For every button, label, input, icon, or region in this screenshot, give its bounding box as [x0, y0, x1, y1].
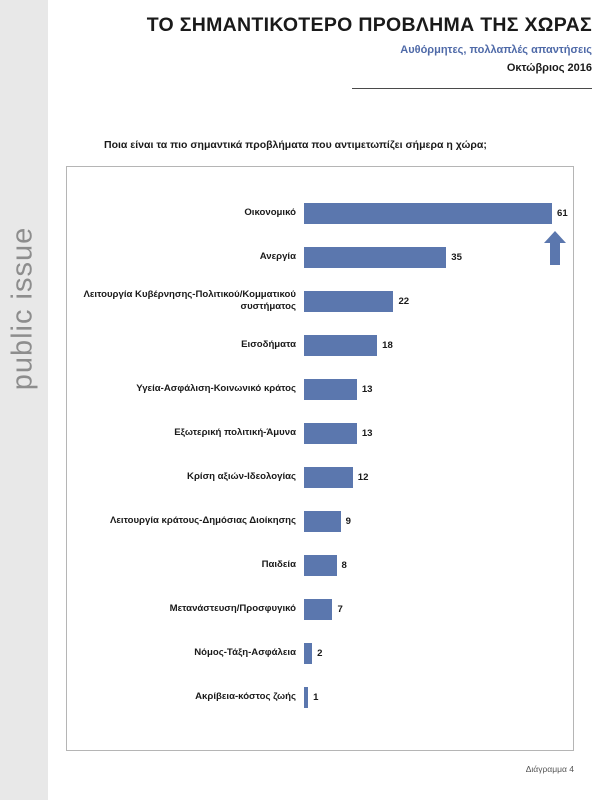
bar-chart-row: [67, 543, 573, 587]
bar-value-label: 9: [345, 515, 351, 527]
bar-chart-row: [67, 587, 573, 631]
bar-category-label: Παιδεία: [261, 558, 296, 570]
bar-value-label: 2: [317, 647, 323, 659]
bar-chart: [66, 166, 574, 751]
bar-track: [304, 455, 573, 499]
bar: [304, 599, 332, 620]
bar-category-label: Οικονομικό: [244, 206, 296, 218]
bar-chart-row: [67, 191, 573, 235]
bar: [304, 511, 341, 532]
bar-chart-row: [67, 631, 573, 675]
bar: [304, 687, 308, 708]
bar-category-label: Κρίση αξιών-Ιδεολογίας: [187, 470, 296, 482]
bar-value-label: 22: [398, 295, 410, 307]
brand-label: public issue: [6, 226, 39, 391]
bar: [304, 203, 552, 224]
slide-header: [48, 0, 600, 100]
bar-track: [304, 323, 573, 367]
bar-value-label: 61: [557, 207, 568, 219]
bar-track: [304, 191, 573, 235]
bar-category-label: Εξωτερική πολιτική-Άμυνα: [174, 426, 296, 438]
bar-value-label: 12: [357, 471, 369, 483]
bar-track: [304, 367, 573, 411]
bar-track: [304, 499, 573, 543]
bar-chart-row: [67, 675, 573, 719]
bar: [304, 643, 312, 664]
bar-chart-rows: [67, 191, 573, 719]
bar-category-label: Εισοδήματα: [241, 338, 296, 350]
bar-track: [304, 411, 573, 455]
page-subtitle: Αυθόρμητες, πολλαπλές απαντήσεις: [400, 44, 592, 56]
bar: [304, 335, 377, 356]
chart-question: Ποια είναι τα πιο σημαντικά προβλήματα που αντιμετωπίζει σήμερα η χώρα;: [104, 139, 487, 151]
bar-value-label: 7: [337, 603, 343, 615]
bar-chart-row: [67, 367, 573, 411]
bar-category-label: Ανεργία: [259, 250, 296, 262]
bar-category-label: Μετανάστευση/Προσφυγικό: [169, 602, 296, 614]
page-title: ΤΟ ΣΗΜΑΝΤΙΚΟΤΕΡΟ ΠΡΟΒΛΗΜΑ ΤΗΣ ΧΩΡΑΣ: [146, 14, 592, 36]
bar-category-label: Υγεία-Ασφάλιση-Κοινωνικό κράτος: [136, 382, 296, 394]
bar-category-label: Λειτουργία κράτους-Δημόσιας Διοίκησης: [109, 514, 296, 526]
bar-value-label: 35: [451, 251, 462, 263]
bar-value-label: 1: [313, 691, 319, 703]
bar-track: [304, 587, 573, 631]
bar: [304, 467, 353, 488]
bar: [304, 555, 337, 576]
bar: [304, 247, 446, 268]
bar-value-label: 13: [361, 427, 373, 439]
bar-category-label: Λειτουργία Κυβέρνησης-Πολιτικού/Κομματικού συστήματος: [83, 288, 296, 312]
bar-chart-row: [67, 323, 573, 367]
header-divider: [352, 88, 592, 89]
figure-note: Διάγραμμα 4: [525, 764, 574, 774]
bar: [304, 423, 357, 444]
bar-value-label: 13: [361, 383, 373, 395]
bar-chart-row: [67, 235, 573, 279]
bar-track: [304, 543, 573, 587]
bar-chart-row: [67, 411, 573, 455]
bar-category-label: Ακρίβεια-κόστος ζωής: [195, 690, 296, 702]
page-date: Οκτώβριος 2016: [506, 62, 592, 74]
up-arrow-icon: [544, 231, 566, 265]
bar-chart-row: [67, 279, 573, 323]
bar-value-label: 8: [341, 559, 347, 571]
bar: [304, 291, 393, 312]
bar-value-label: 18: [382, 339, 393, 351]
bar: [304, 379, 357, 400]
bar-chart-row: [67, 499, 573, 543]
bar-track: [304, 235, 573, 279]
bar-track: [304, 279, 573, 323]
bar-chart-row: [67, 455, 573, 499]
bar-track: [304, 675, 573, 719]
bar-track: [304, 631, 573, 675]
brand-sidebar: [0, 0, 48, 800]
bar-category-label: Νόμος-Τάξη-Ασφάλεια: [194, 646, 296, 658]
